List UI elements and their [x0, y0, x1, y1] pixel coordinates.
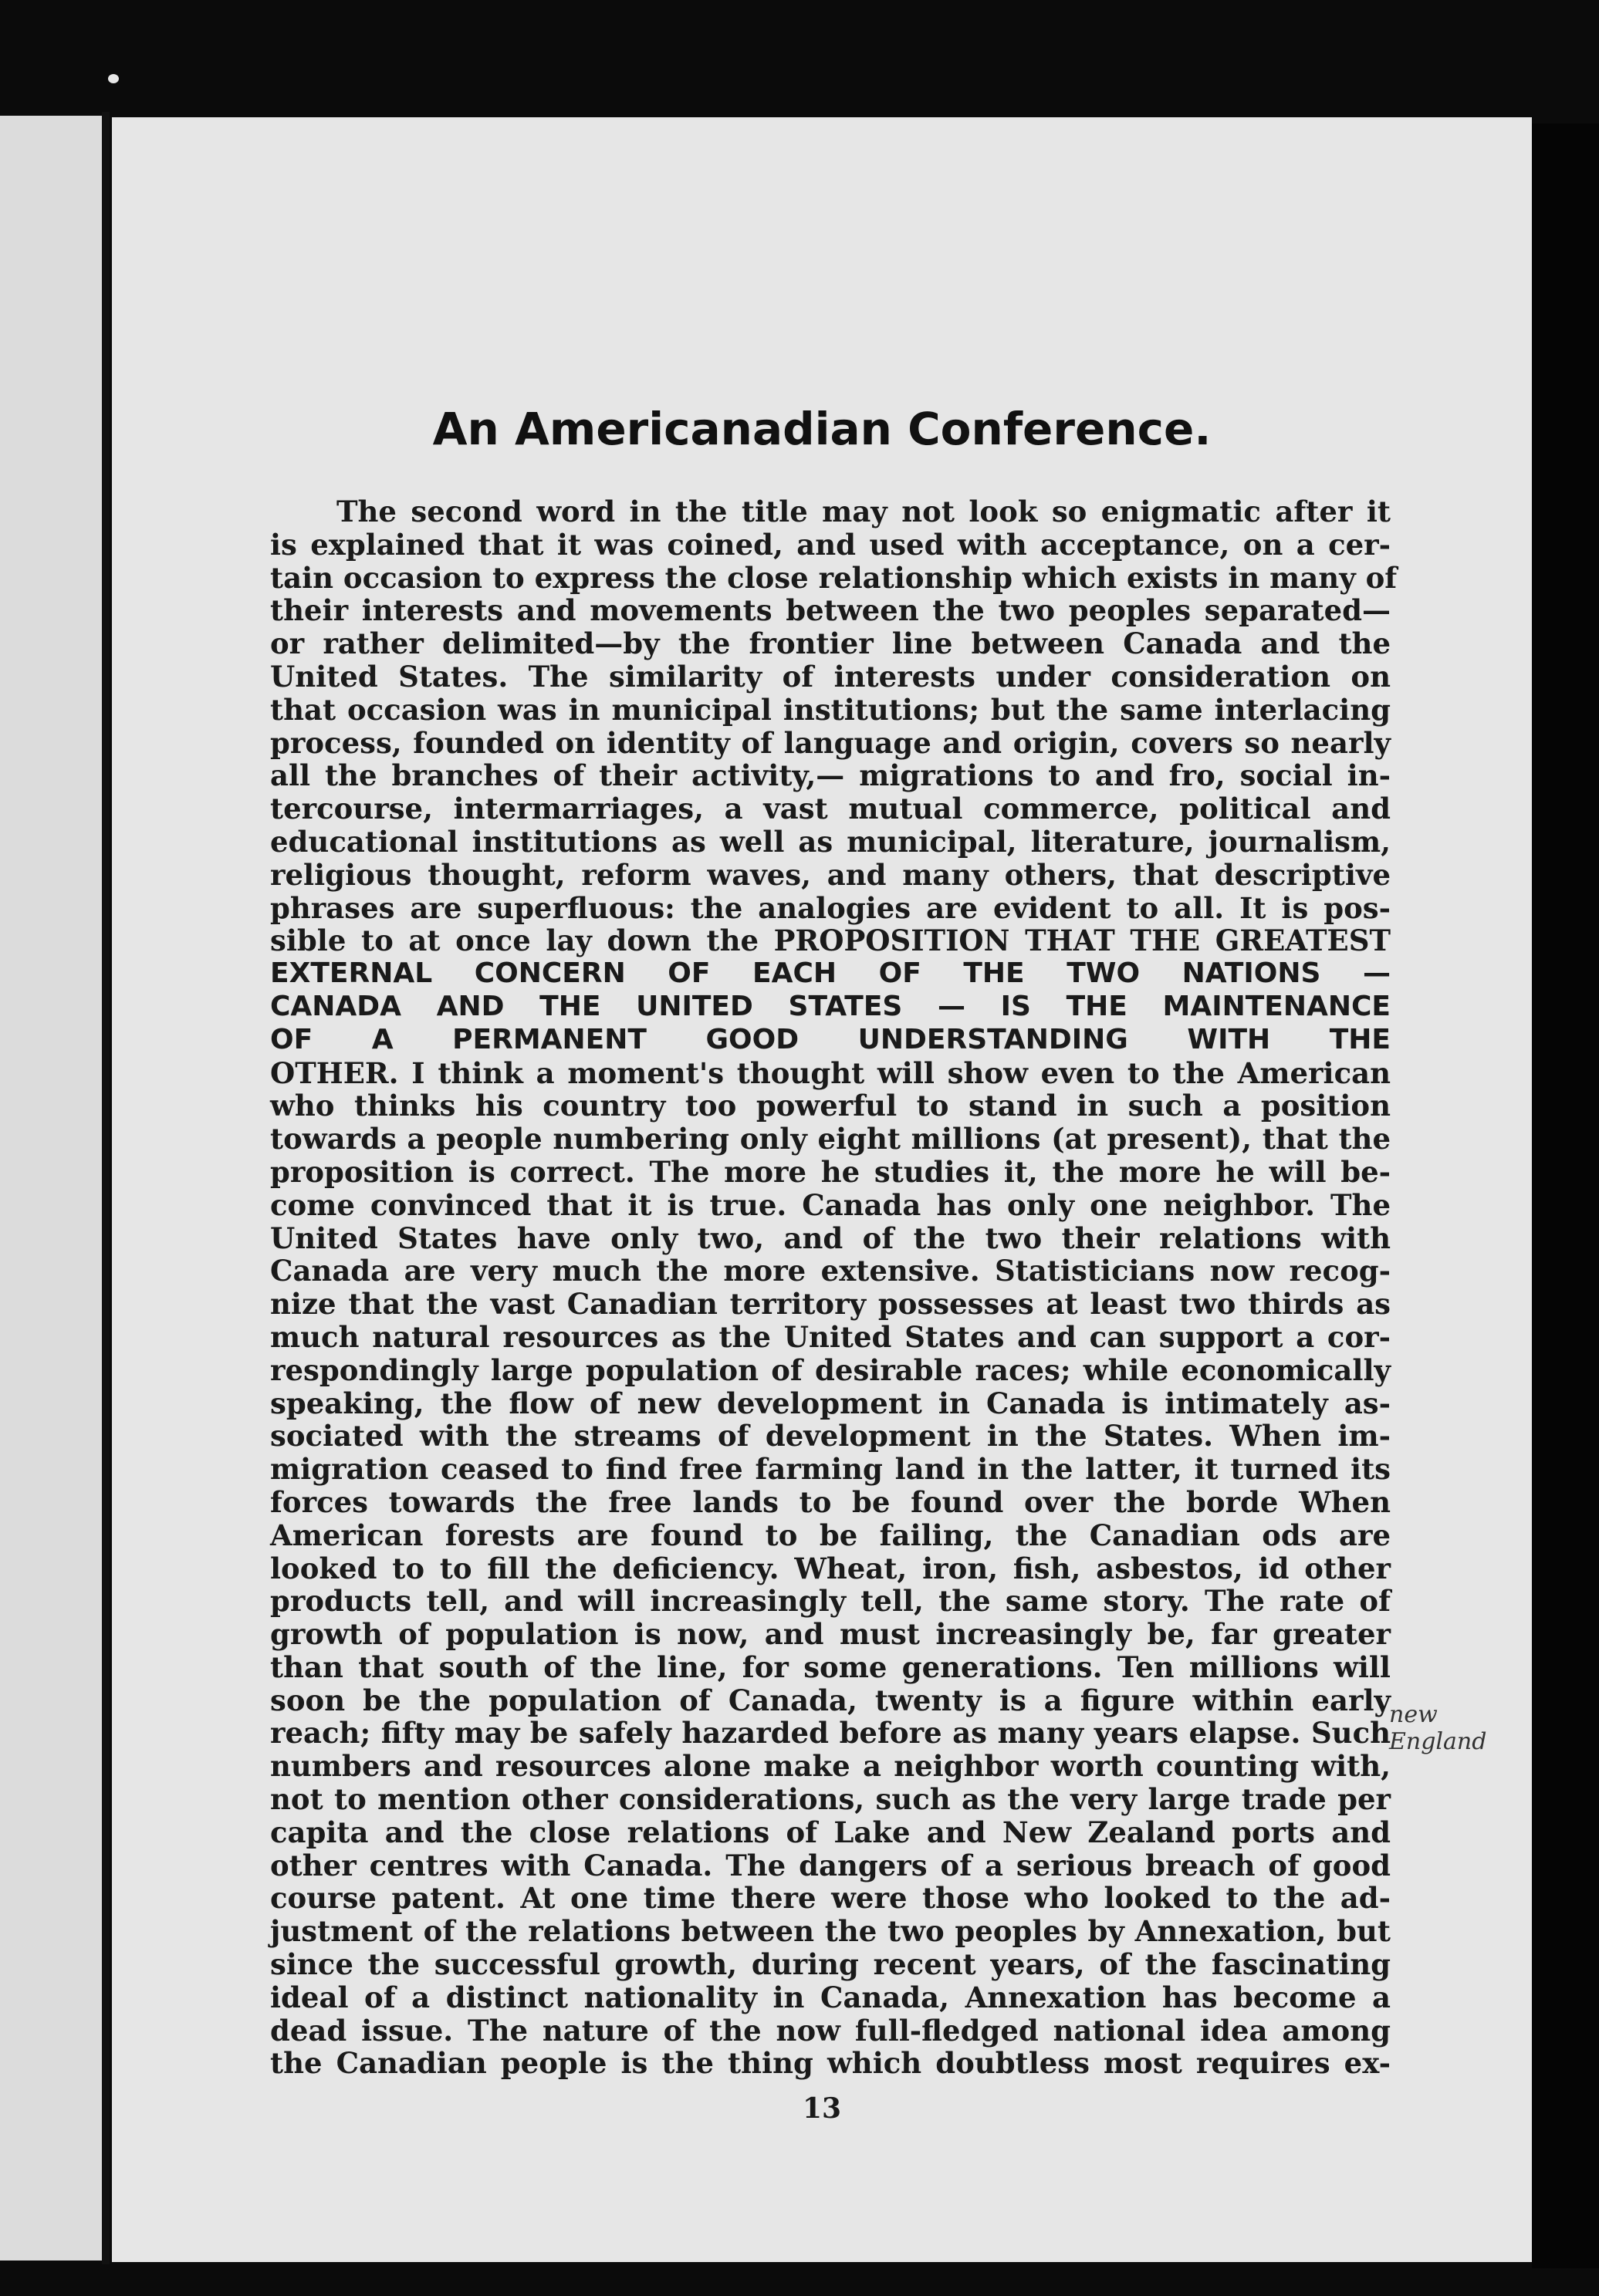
text-line: ideal of a distinct nationality in Canada, Annexation has become a — [270, 1980, 1391, 2014]
text-line: OTHER. I think a moment's thought will show even to the American — [270, 1055, 1391, 1090]
text-line: is explained that it was coined, and used with acceptance, on a cer- — [270, 527, 1391, 562]
text-line: Canada are very much the more extensive. Statisticians now recog- — [270, 1254, 1391, 1288]
text-line: respondingly large population of desirable races; while economically — [270, 1352, 1391, 1387]
text-line: dead issue. The nature of the now full-fledged national idea among — [270, 2013, 1391, 2048]
text-line: forces towards the free lands to be found over the borde When — [270, 1484, 1391, 1519]
text-line: process, founded on identity of language and origin, covers so nearly — [270, 725, 1391, 760]
text-line: since the successful growth, during recent years, of the fascinating — [270, 1947, 1391, 1982]
page-right-shadow — [1532, 123, 1599, 2268]
text-line: American forests are found to be failing, the Canadian ods are — [270, 1518, 1391, 1552]
text-line: OF A PERMANENT GOOD UNDERSTANDING WITH THE — [270, 1023, 1391, 1055]
left-page-edge — [0, 116, 106, 2261]
text-line: United States. The similarity of interests under consideration on — [270, 659, 1391, 694]
text-line: looked to to fill the deficiency. Wheat, iron, fish, asbestos, id other — [270, 1551, 1391, 1585]
text-line: sociated with the streams of development in the States. When im- — [270, 1419, 1391, 1454]
text-line: their interests and movements between the two peoples separated— — [270, 593, 1391, 628]
text-line: religious thought, reform waves, and many others, that descriptive — [270, 857, 1391, 892]
text-line: justment of the relations between the two peoples by Annexation, but — [270, 1914, 1391, 1949]
text-line: tercourse, intermarriages, a vast mutual commerce, political and — [270, 792, 1391, 826]
text-line: not to mention other considerations, such as the very large trade per — [270, 1782, 1391, 1817]
text-line: course patent. At one time there were those who looked to the ad- — [270, 1881, 1391, 1916]
handwritten-note-line-1: new — [1389, 1701, 1438, 1728]
text-line: educational institutions as well as municipal, literature, journalism, — [270, 824, 1391, 859]
page-number: 13 — [802, 2092, 842, 2125]
text-line: products tell, and will increasingly tell, the same story. The rate of — [270, 1584, 1391, 1619]
text-line: phrases are superfluous: the analogies are evident to all. It is pos- — [270, 890, 1391, 925]
text-line: numbers and resources alone make a neighbor worth counting with, — [270, 1749, 1391, 1784]
text-line: nize that the vast Canadian territory possesses at least two thirds as — [270, 1287, 1391, 1322]
text-line: EXTERNAL CONCERN OF EACH OF THE TWO NATIONS — — [270, 957, 1391, 990]
text-line: the Canadian people is the thing which doubtless most requires ex- — [270, 2046, 1391, 2081]
text-line: reach; fifty may be safely hazarded before as many years elapse. Such — [270, 1716, 1391, 1751]
text-line: who thinks his country too powerful to stand in such a position — [270, 1089, 1391, 1123]
text-line: United States have only two, and of the two their relations with — [270, 1221, 1391, 1255]
text-line: soon be the population of Canada, twenty is a figure within early — [270, 1683, 1391, 1717]
text-line: than that south of the line, for some generations. Ten millions will — [270, 1649, 1391, 1684]
text-line: speaking, the flow of new development in Canada is intimately as- — [270, 1386, 1391, 1420]
text-line: or rather delimited—by the frontier line between Canada and the — [270, 626, 1391, 661]
text-line: other centres with Canada. The dangers of a serious breach of good — [270, 1848, 1391, 1882]
text-line: growth of population is now, and must increasingly be, far greater — [270, 1617, 1391, 1652]
text-line: capita and the close relations of Lake and New Zealand ports and — [270, 1815, 1391, 1849]
binding-line — [102, 112, 110, 2264]
text-line: sible to at once lay down the PROPOSITION THAT THE GREATEST — [270, 923, 1391, 958]
page — [112, 117, 1532, 2262]
body-text — [270, 495, 1398, 2081]
page-title: An Americanadian Conference. — [432, 403, 1212, 455]
text-line: that occasion was in municipal institutions; but the same interlacing — [270, 692, 1391, 727]
text-line: The second word in the title may not look so enigmatic after it — [336, 495, 1391, 528]
text-line: all the branches of their activity,— migrations to and fro, social in- — [270, 758, 1391, 793]
text-line: tain occasion to express the close relationship which exists in many of — [270, 560, 1398, 595]
text-line: much natural resources as the United States and can support a cor- — [270, 1319, 1391, 1354]
text-line: proposition is correct. The more he studies it, the more he will be- — [270, 1154, 1391, 1189]
handwritten-note-line-2: England — [1389, 1728, 1487, 1755]
text-line: come convinced that it is true. Canada has only one neighbor. The — [270, 1187, 1391, 1222]
scan-speck — [108, 74, 119, 83]
text-line: CANADA AND THE UNITED STATES — IS THE MAINTENANCE — [270, 990, 1391, 1022]
text-line: migration ceased to find free farming land in the latter, it turned its — [270, 1452, 1391, 1487]
text-line: towards a people numbering only eight millions (at present), that the — [270, 1122, 1391, 1156]
